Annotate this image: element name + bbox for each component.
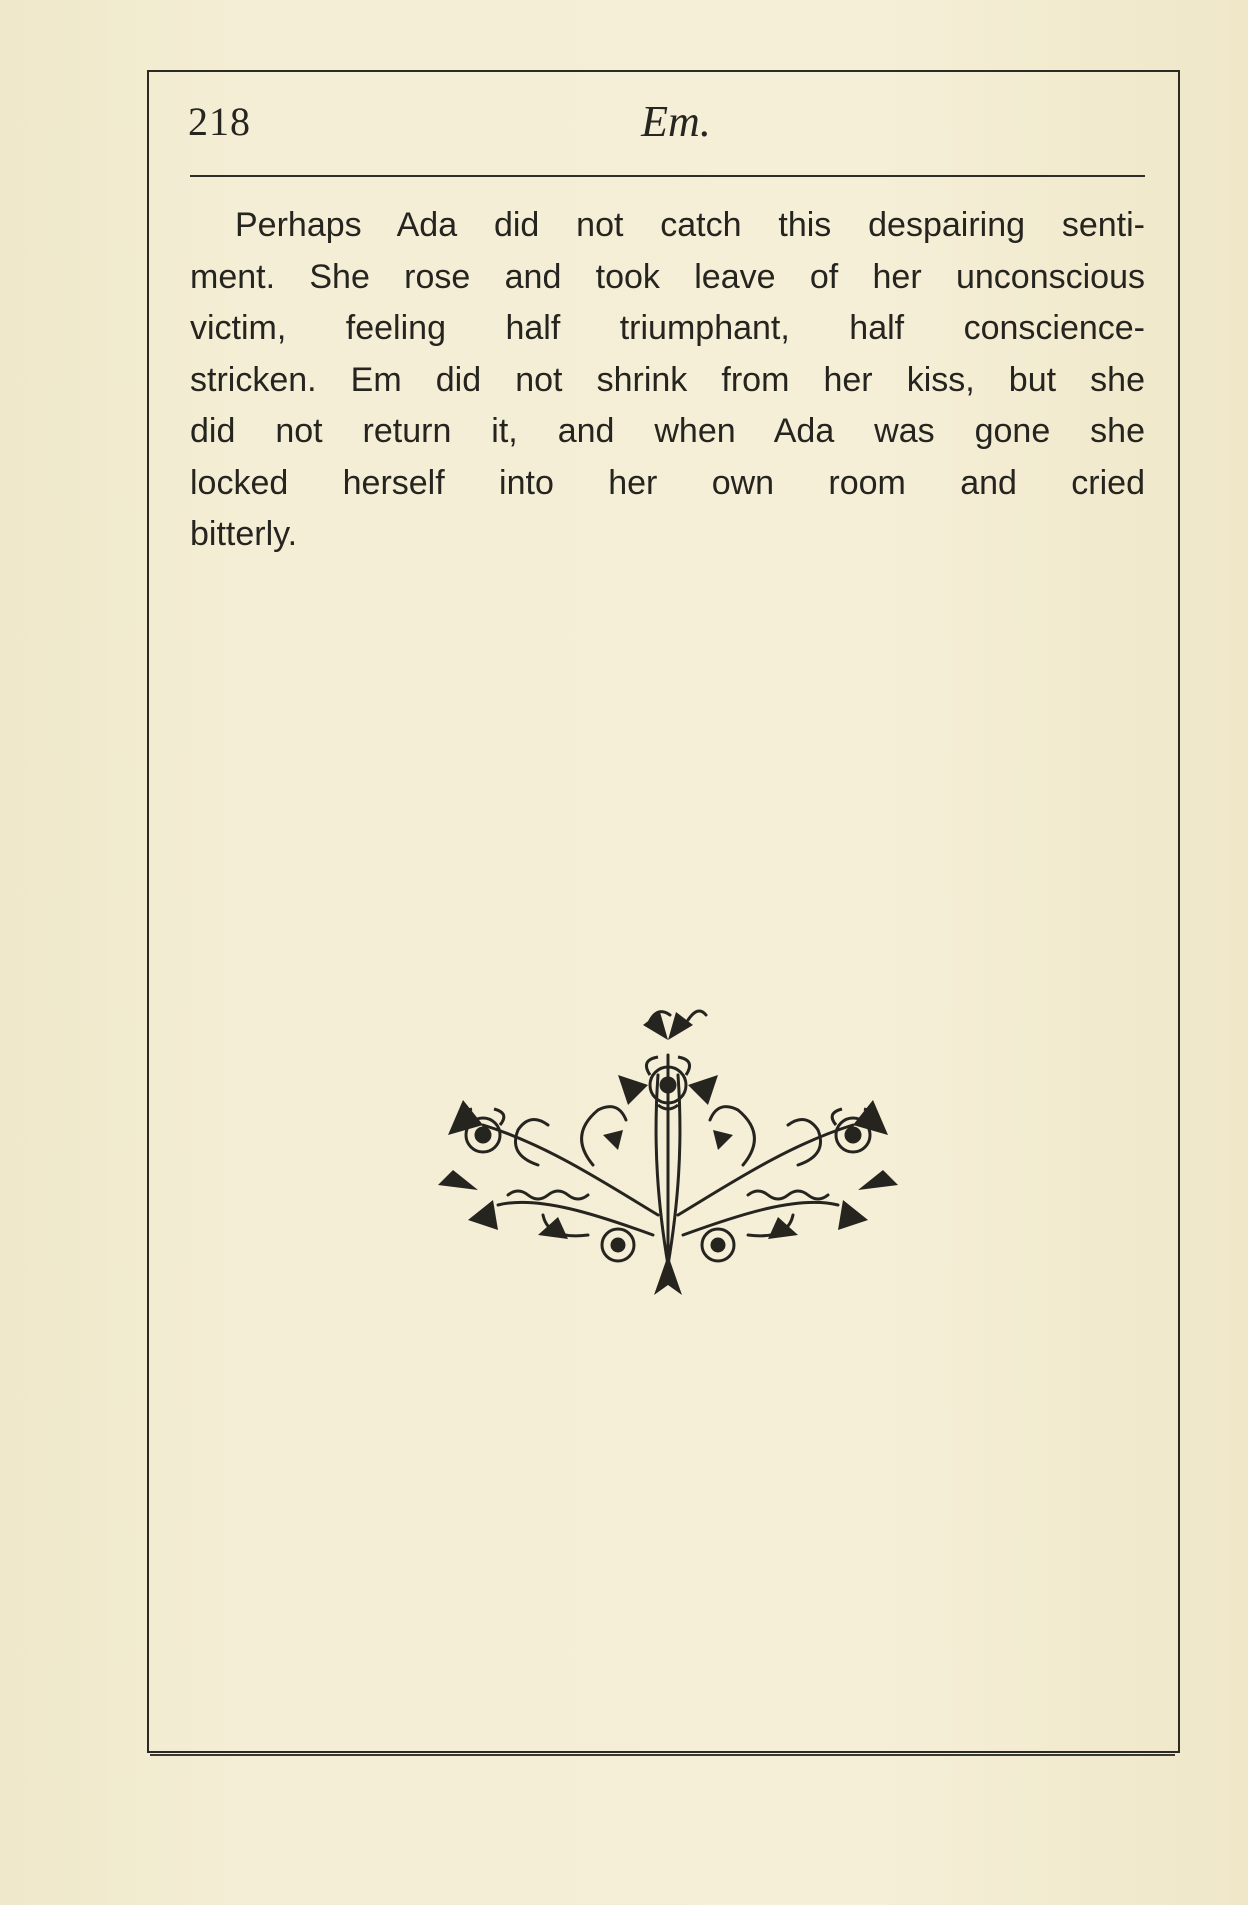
text-line: ment. She rose and took leave of her unconscious xyxy=(190,257,1145,296)
text-line: locked herself into her own room and cried xyxy=(190,463,1145,502)
text-line: stricken. Em did not shrink from her kiss, but she xyxy=(190,360,1145,399)
floral-tailpiece-icon xyxy=(388,965,948,1305)
text-line: bitterly. xyxy=(190,515,298,553)
running-head: Em. xyxy=(641,97,711,146)
page-number: 218 xyxy=(188,99,251,144)
text-line: did not return it, and when Ada was gone she xyxy=(190,412,1145,450)
header-rule xyxy=(190,175,1145,177)
page-border-shadow xyxy=(150,1754,1175,1756)
paragraph xyxy=(190,200,1145,561)
text-line: victim, feeling half triumphant, half conscience- xyxy=(190,309,1145,347)
text-line: Perhaps Ada did not catch this despairing senti- xyxy=(235,206,1145,244)
